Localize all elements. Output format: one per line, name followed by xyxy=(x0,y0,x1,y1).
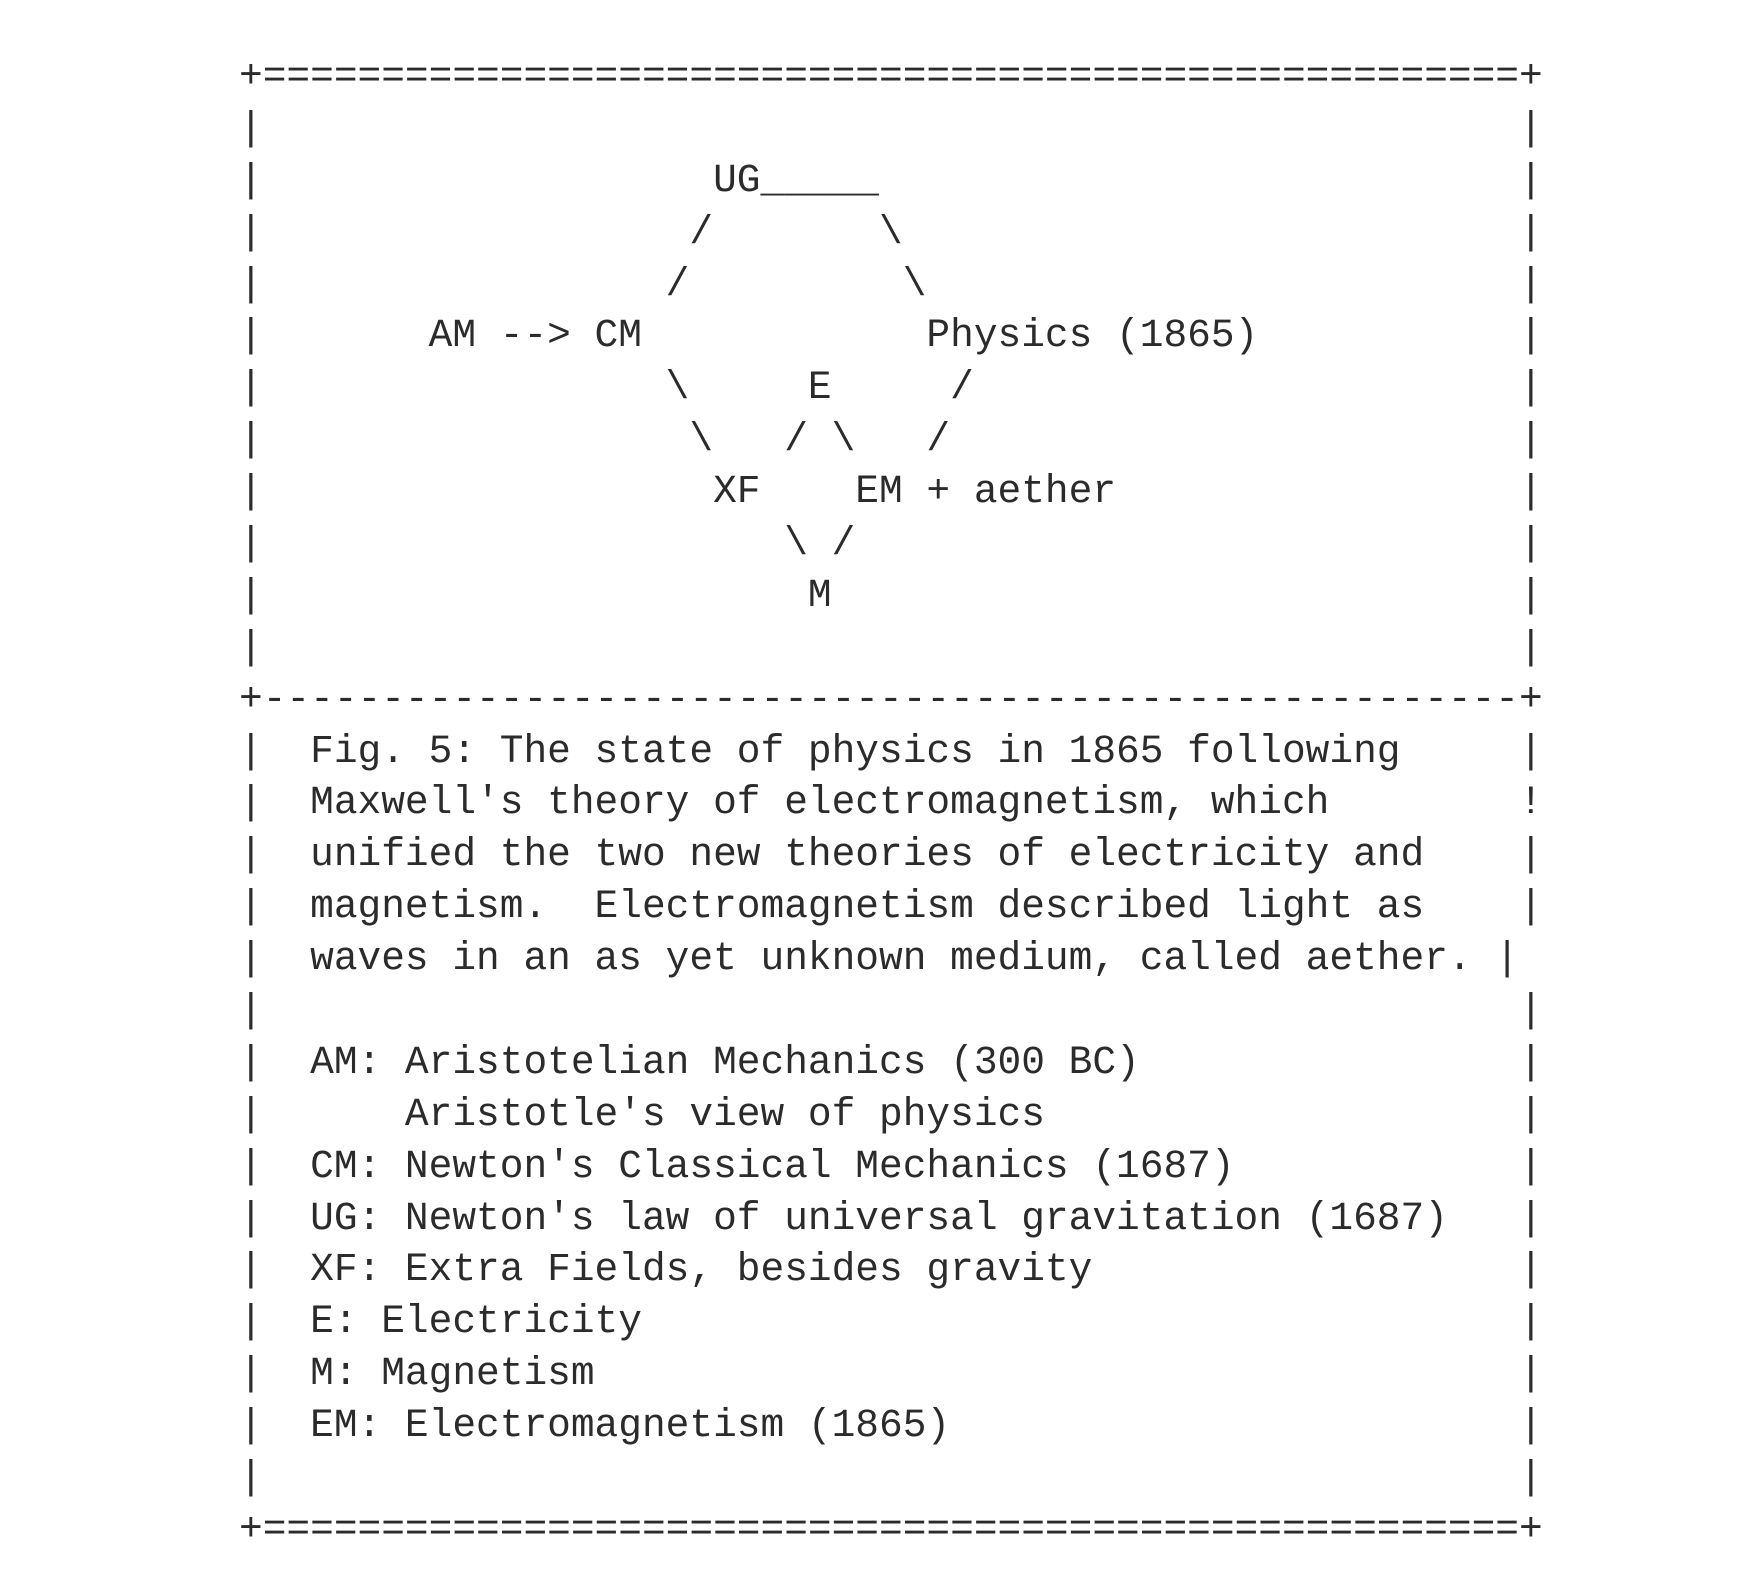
diagram-node-xf-em: | XF EM + aether | xyxy=(239,469,1543,515)
legend-entry-cm: | CM: Newton's Classical Mechanics (1687) | xyxy=(239,1143,1543,1189)
caption-line: | magnetism. Electromagnetism described light as | xyxy=(239,884,1543,930)
diagram-edge-line: | \ / \ / | xyxy=(239,417,1543,463)
caption-line: | waves in an as yet unknown medium, called aether. | xyxy=(239,936,1520,982)
frame-blank-line: | | xyxy=(239,988,1543,1034)
diagram-node-am-cm-physics: | AM --> CM Physics (1865) | xyxy=(239,313,1543,359)
caption-line: | Maxwell's theory of electromagnetism, which ! xyxy=(239,780,1543,826)
diagram-edge-line: | / \ | xyxy=(239,209,1543,255)
legend-entry-am: | AM: Aristotelian Mechanics (300 BC) | xyxy=(239,1039,1543,1085)
legend-entry-am-detail: | Aristotle's view of physics | xyxy=(239,1091,1543,1137)
frame-blank-line: | | xyxy=(239,105,1543,151)
frame-bottom-border: +=====================================================+ xyxy=(239,1506,1543,1552)
ascii-physics-diagram xyxy=(239,51,1543,1556)
frame-blank-line: | | xyxy=(239,624,1543,670)
frame-divider: +-----------------------------------------------------+ xyxy=(239,676,1543,722)
diagram-edge-line: | / \ | xyxy=(239,261,1543,307)
legend-entry-em: | EM: Electromagnetism (1865) | xyxy=(239,1403,1543,1449)
legend-entry-m: | M: Magnetism | xyxy=(239,1351,1543,1397)
legend-entry-e: | E: Electricity | xyxy=(239,1299,1543,1345)
diagram-node-e: | \ E / | xyxy=(239,365,1543,411)
frame-blank-line: | | xyxy=(239,1455,1543,1501)
legend-entry-xf: | XF: Extra Fields, besides gravity | xyxy=(239,1247,1543,1293)
caption-line: | Fig. 5: The state of physics in 1865 following | xyxy=(239,728,1543,774)
caption-line: | unified the two new theories of electricity and | xyxy=(239,832,1543,878)
diagram-node-m: | M | xyxy=(239,572,1543,618)
diagram-edge-line: | \ / | xyxy=(239,521,1543,567)
frame-top-border: +=====================================================+ xyxy=(239,54,1543,99)
diagram-node-ug: | UG_____ | xyxy=(239,157,1543,203)
legend-entry-ug: | UG: Newton's law of universal gravitation (1687) | xyxy=(239,1195,1543,1241)
